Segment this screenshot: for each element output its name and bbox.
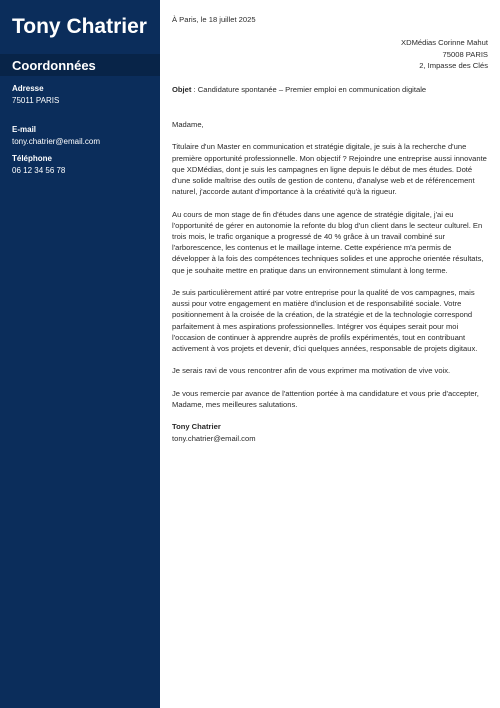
paragraph: Je suis particulièrement attiré par votre entreprise pour la qualité de vos campagnes, mais aussi pour votre engagement en matière d'inclusion et de responsabilité sociale. Votre positionnement à la croisée de la création, de la stratégie et de la technologie correspond parfaitement à mes aspirations professionnelles. Intégrer vos équipes serait pour moi l'occasion de continuer à apprendre auprès de profils expérimentés, tout en contribuant activement à vos projets et devenir, d'ici quelques années, responsable de projets digitaux.	[172, 288, 478, 354]
email-value: tony.chatrier@email.com	[12, 137, 100, 146]
signature-name: Tony Chatrier	[172, 422, 221, 432]
address-label: Adresse	[12, 84, 44, 93]
letter-body	[172, 0, 488, 708]
paragraph: Titulaire d'un Master en communication et stratégie digitale, je suis à la recherche d'une première opportunité professionnelle. Mon objectif ? Rejoindre une entreprise aussi innovante que XDMédias, dont je suis les campagnes en ligne depuis le début de mes études. Doté d'une solide maîtrise des outils de gestion de contenu, d'analyse web et de référencement naturel, j'accorde autant d'importance à la créativité qu'à la rigueur.	[172, 142, 487, 197]
signature-block	[172, 421, 488, 443]
address-value: 75011 PARIS	[12, 96, 60, 105]
phone-label: Téléphone	[12, 154, 53, 163]
paragraph: Je vous remercie par avance de l'attention portée à ma candidature et vous prie d'accepter, Madame, mes meilleures salutations.	[172, 388, 479, 409]
paragraph: Au cours de mon stage de fin d'études dans une agence de stratégie digitale, j'ai eu l'opportunité de gérer en autonomie la refonte du blog d'un client dans le secteur culturel. En trois mois, le trafic organique a progressé de 40 % grâce à un travail combiné sur l'arborescence, les contenus et le maillage interne. Cette expérience m'a permis de développer à la fois des compétences techniques solides et une approche orientée résultats, que je souhaite mettre en pratique dans un environnement stimulant à long terme.	[172, 209, 484, 275]
recipient-line: 75008 PARIS	[442, 49, 488, 59]
contact-section-title: Coordonnées	[12, 58, 96, 73]
letter-subject	[172, 84, 426, 95]
recipient-line: XDMédias Corinne Mahut	[401, 38, 488, 47]
recipient-line: 2, Impasse des Clés	[419, 61, 488, 70]
recipient-block	[401, 37, 488, 72]
letter-date: À Paris, le 18 juillet 2025	[172, 15, 256, 24]
subject-label: Objet	[172, 85, 192, 94]
sidebar	[0, 0, 160, 708]
subject-text: : Candidature spontanée – Premier emploi en communication digitale	[191, 85, 427, 94]
paragraph: Je serais ravi de vous rencontrer afin de vous exprimer ma motivation de vive voix.	[172, 366, 451, 376]
signature-email: tony.chatrier@email.com	[172, 433, 256, 443]
letter-content	[172, 119, 488, 444]
candidate-name: Tony Chatrier	[12, 15, 147, 38]
salutation: Madame,	[172, 120, 204, 129]
phone-value: 06 12 34 56 78	[12, 166, 66, 175]
email-label: E-mail	[12, 125, 37, 134]
